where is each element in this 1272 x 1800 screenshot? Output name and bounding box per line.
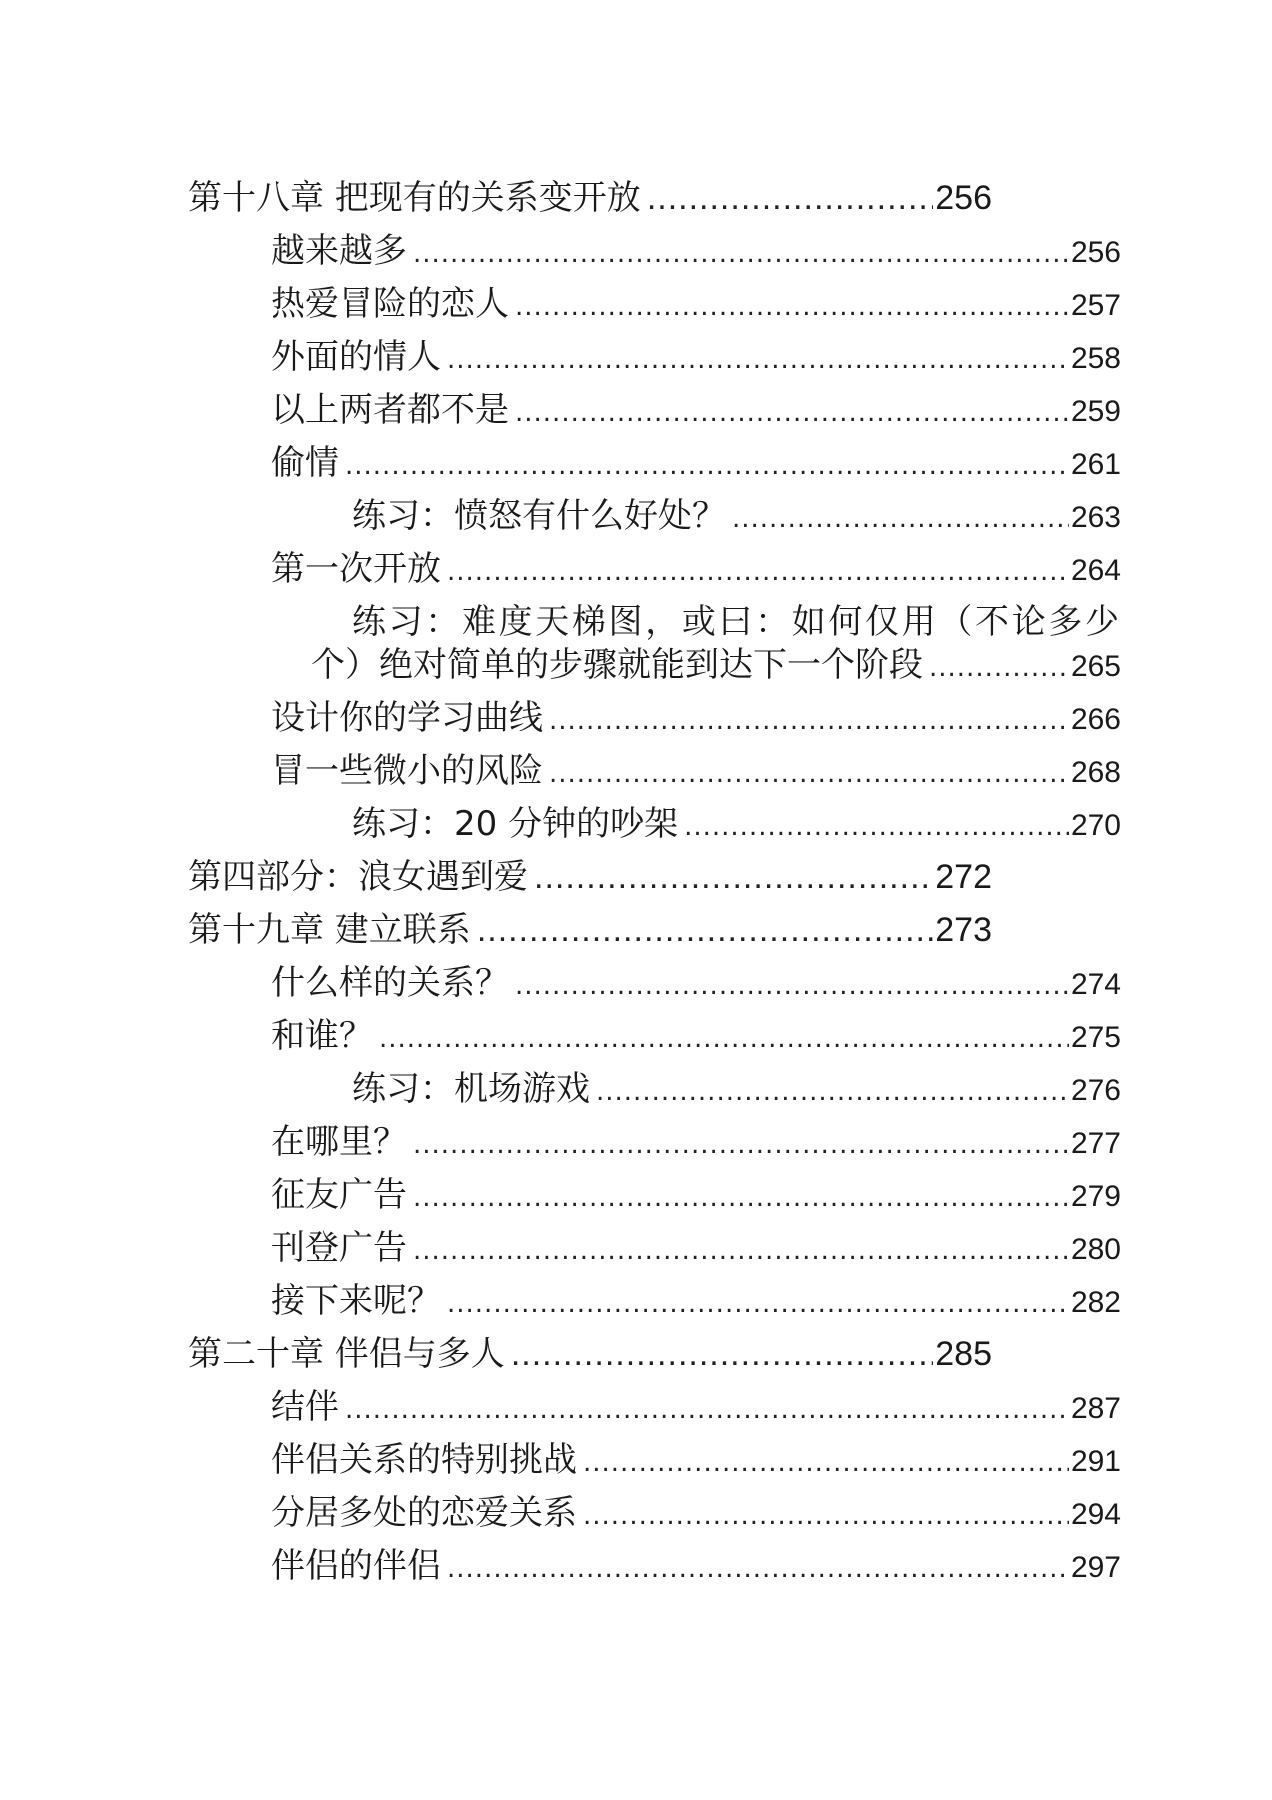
toc-page-number: 279	[1070, 1180, 1121, 1213]
toc-entry-title: 设计你的学习曲线	[271, 698, 543, 738]
toc-section-entry[interactable]	[0, 384, 1272, 437]
toc-page-number: 291	[1070, 1445, 1121, 1478]
toc-entry-title: 第四部分：浪女遇到爱	[188, 857, 528, 897]
toc-entry-title: 征友广告	[271, 1175, 407, 1215]
toc-page-number: 268	[1070, 756, 1121, 789]
toc-section-entry[interactable]	[0, 1169, 1272, 1222]
toc-section-entry[interactable]	[0, 278, 1272, 331]
toc-leader-dots	[413, 1225, 1069, 1278]
toc-page-number: 272	[935, 858, 992, 896]
toc-entry-title: 伴侣关系的特别挑战	[271, 1440, 577, 1480]
toc-entry-title: 练习：20 分钟的吵架	[352, 804, 679, 844]
toc-section-entry[interactable]	[0, 1540, 1272, 1593]
toc-chapter-entry[interactable]	[0, 1328, 1272, 1381]
toc-page-number: 257	[1070, 289, 1121, 322]
toc-entry-title: 第十九章 建立联系	[188, 910, 471, 950]
toc-leader-dots	[515, 960, 1069, 1013]
toc-section-entry[interactable]	[0, 437, 1272, 490]
toc-section-entry[interactable]	[0, 1010, 1272, 1063]
toc-page-number: 273	[935, 911, 992, 949]
toc-leader-dots	[684, 801, 1069, 854]
toc-page-number: 265	[1070, 650, 1121, 683]
toc-section-entry[interactable]	[0, 1381, 1272, 1434]
toc-page-number: 276	[1070, 1074, 1121, 1107]
toc-page-number: 270	[1070, 809, 1121, 842]
toc-leader-dots	[511, 1328, 933, 1381]
toc-section-entry[interactable]	[0, 1487, 1272, 1540]
toc-leader-dots	[447, 1278, 1069, 1331]
toc-entry-title: 第二十章 伴侣与多人	[188, 1334, 505, 1374]
toc-entry-title: 练习：机场游戏	[352, 1069, 590, 1109]
toc-leader-dots	[413, 228, 1069, 281]
toc-leader-dots	[583, 1437, 1069, 1490]
toc-entry-title: 结伴	[271, 1387, 339, 1427]
toc-entry-title: 第一次开放	[271, 549, 441, 589]
toc-chapter-entry[interactable]	[0, 904, 1272, 957]
toc-section-entry[interactable]	[0, 1275, 1272, 1328]
toc-leader-dots	[549, 695, 1069, 748]
toc-leader-dots	[413, 1119, 1069, 1172]
toc-section-entry[interactable]	[0, 957, 1272, 1010]
toc-entry-title: 外面的情人	[271, 337, 441, 377]
toc-entry-title: 接下来呢？	[271, 1281, 441, 1321]
toc-leader-dots	[534, 851, 933, 904]
toc-leader-dots	[549, 748, 1069, 801]
toc-entry-title: 热爱冒险的恋人	[271, 284, 509, 324]
toc-page-number: 256	[1070, 236, 1121, 269]
toc-leader-dots	[345, 440, 1069, 493]
toc-leader-dots	[515, 281, 1069, 334]
toc-page-number: 266	[1070, 703, 1121, 736]
toc-page-number: 275	[1070, 1021, 1121, 1054]
toc-section-entry[interactable]	[0, 225, 1272, 278]
toc-entry-title: 伴侣的伴侣	[271, 1546, 441, 1586]
toc-exercise-entry[interactable]	[0, 1063, 1272, 1116]
toc-entry-title: 刊登广告	[271, 1228, 407, 1268]
toc-entry-title: 以上两者都不是	[271, 390, 509, 430]
toc-page-number: 277	[1070, 1127, 1121, 1160]
toc-section-entry[interactable]	[0, 331, 1272, 384]
toc-part-entry[interactable]	[0, 851, 1272, 904]
table-of-contents	[0, 172, 1272, 1593]
toc-exercise-entry[interactable]	[0, 490, 1272, 543]
toc-leader-dots	[379, 1013, 1069, 1066]
toc-leader-dots	[583, 1490, 1069, 1543]
toc-leader-dots	[596, 1066, 1069, 1119]
toc-entry-title: 冒一些微小的风险	[271, 751, 543, 791]
toc-page-number: 264	[1070, 554, 1121, 587]
toc-entry-title: 偷情	[271, 443, 339, 483]
toc-page-number: 294	[1070, 1498, 1121, 1531]
toc-page-number: 259	[1070, 395, 1121, 428]
toc-leader-dots	[515, 387, 1069, 440]
toc-page-number: 297	[1070, 1551, 1121, 1584]
toc-section-entry[interactable]	[0, 543, 1272, 596]
toc-page-number: 287	[1070, 1392, 1121, 1425]
toc-page-number: 256	[935, 179, 992, 217]
toc-leader-dots	[447, 1543, 1069, 1596]
toc-page-number: 261	[1070, 448, 1121, 481]
toc-section-entry[interactable]	[0, 1116, 1272, 1169]
toc-page-number: 263	[1070, 501, 1121, 534]
toc-section-entry[interactable]	[0, 745, 1272, 798]
toc-section-entry[interactable]	[0, 1222, 1272, 1275]
toc-entry-title-line1: 练习：难度天梯图，或曰：如何仅用（不论多少	[352, 602, 1121, 642]
toc-exercise-entry[interactable]	[0, 798, 1272, 851]
toc-leader-dots	[447, 546, 1069, 599]
toc-entry-title: 和谁？	[271, 1016, 373, 1056]
toc-leader-dots	[732, 493, 1069, 546]
toc-entry-title: 越来越多	[271, 231, 407, 271]
toc-entry-title: 在哪里？	[271, 1122, 407, 1162]
toc-page-number: 280	[1070, 1233, 1121, 1266]
toc-leader-dots	[929, 642, 1069, 695]
toc-entry-title: 第十八章 把现有的关系变开放	[188, 178, 641, 218]
toc-page-number: 285	[935, 1335, 992, 1373]
toc-leader-dots	[647, 172, 933, 225]
toc-page-number: 282	[1070, 1286, 1121, 1319]
toc-chapter-entry[interactable]	[0, 172, 1272, 225]
toc-entry-title-line2: 个）绝对简单的步骤就能到达下一个阶段	[311, 645, 923, 685]
toc-leader-dots	[345, 1384, 1069, 1437]
toc-entry-title: 分居多处的恋爱关系	[271, 1493, 577, 1533]
toc-section-entry[interactable]	[0, 1434, 1272, 1487]
toc-entry-title: 什么样的关系？	[271, 963, 509, 1003]
toc-entry-title: 练习：愤怒有什么好处？	[352, 496, 726, 536]
toc-page-number: 274	[1070, 968, 1121, 1001]
toc-exercise-entry[interactable]	[0, 596, 1272, 692]
toc-leader-dots	[413, 1172, 1069, 1225]
toc-page-number: 258	[1070, 342, 1121, 375]
toc-leader-dots	[477, 904, 933, 957]
toc-section-entry[interactable]	[0, 692, 1272, 745]
toc-leader-dots	[447, 334, 1069, 387]
